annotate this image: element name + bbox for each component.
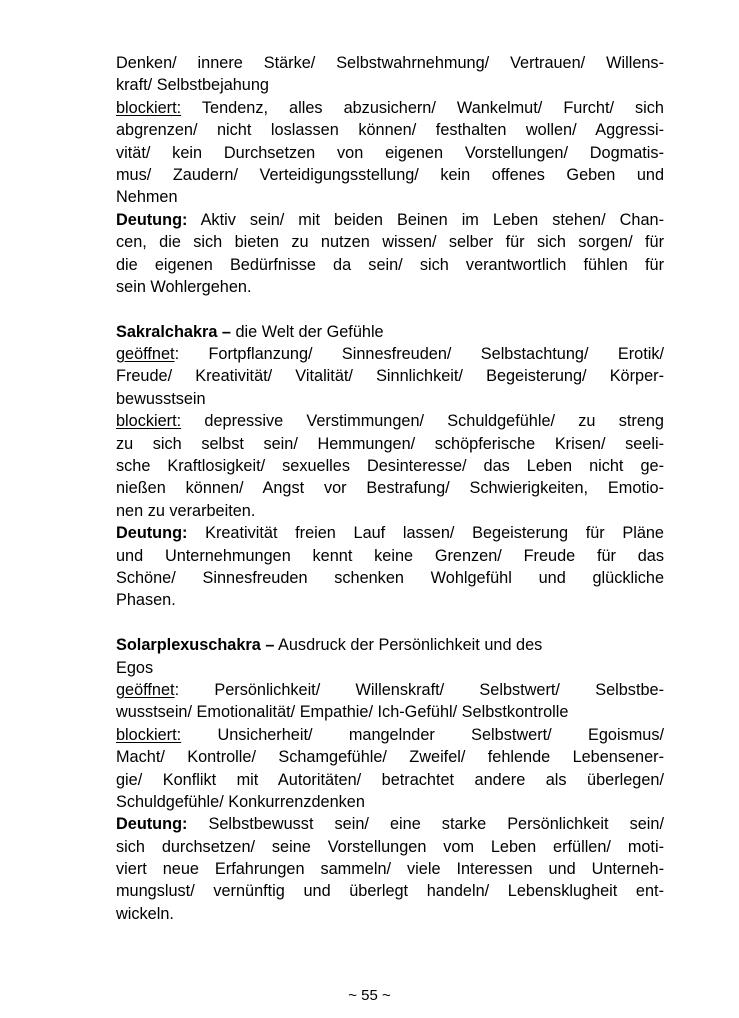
text-line [116,410,664,432]
text-line: Macht/ Kontrolle/ Schamgefühle/ Zweifel/ fehlende Lebensener- [116,748,664,767]
blockiert-label: blockiert: [116,412,182,431]
blockiert-label: blockiert: [116,98,182,117]
deutung-label: Deutung: [116,210,188,229]
text-line: zu sich selbst sein/ Hemmungen/ schöpferische Krisen/ seeli- [116,434,664,453]
text-line: bewusstsein [116,389,206,408]
deutung-label: Deutung: [116,815,188,834]
text-line [116,522,664,544]
text-line [116,209,664,231]
section-heading [116,634,664,656]
text-line: Phasen. [116,591,176,610]
section-subtitle: Ausdruck der Persönlichkeit und des [274,636,543,655]
text-line [116,97,664,119]
text-line: Schuldgefühle/ Konkurrenzdenken [116,792,365,811]
text-line: wickeln. [116,904,174,923]
section-title: Sakralchakra – [116,322,231,341]
text-line: cen, die sich bieten zu nutzen wissen/ selber für sich sorgen/ für [116,233,664,252]
text-line: Schöne/ Sinnesfreuden schenken Wohlgefühl und glückliche [116,568,664,587]
page-number: ~ 55 ~ [348,987,391,1004]
section-title: Solarplexuschakra – [116,636,275,655]
text-span: Unsicherheit/ mangelnder Selbstwert/ Egoismus/ [181,725,664,744]
text-span: : Fortpflanzung/ Sinnesfreuden/ Selbstachtung/ Erotik/ [174,345,664,364]
section-heading [116,321,664,343]
text-line: und Unternehmungen kennt keine Grenzen/ Freude für das [116,546,664,565]
text-line: kraft/ Selbstbejahung [116,76,269,95]
text-line: abgrenzen/ nicht loslassen können/ festhalten wollen/ Aggressi- [116,121,664,140]
text-line: sche Kraftlosigkeit/ sexuelles Desinteresse/ das Leben nicht ge- [116,457,664,476]
deutung-label: Deutung: [116,524,188,543]
section-subtitle-line: Egos [116,658,154,677]
paragraph-gap [116,298,664,320]
document-page [116,52,664,925]
text-line [116,813,664,835]
text-line: Freude/ Kreativität/ Vitalität/ Sinnlichkeit/ Begeisterung/ Körper- [116,367,664,386]
text-line: mungslust/ vernünftig und überlegt handeln/ Lebensklugheit ent- [116,882,664,901]
text-span: depressive Verstimmungen/ Schuldgefühle/ zu streng [181,412,664,431]
text-line: vität/ kein Durchsetzen von eigenen Vorstellungen/ Dogmatis- [116,143,664,162]
geoeffnet-label: geöffnet [116,680,175,699]
text-line [116,343,664,365]
text-line: nen zu verarbeiten. [116,501,256,520]
paragraph-gap [116,612,664,634]
text-line: viert neue Erfahrungen sammeln/ viele Interessen und Unterneh- [116,860,664,879]
text-line: gie/ Konflikt mit Autoritäten/ betrachtet andere als überlegen/ [116,770,664,789]
text-line: Nehmen [116,188,178,207]
text-line [116,724,664,746]
geoeffnet-label: geöffnet [116,345,175,364]
text-span: Kreativität freien Lauf lassen/ Begeisterung für Pläne [187,524,664,543]
text-line [116,679,664,701]
section-subtitle: die Welt der Gefühle [230,322,384,341]
blockiert-label: blockiert: [116,725,182,744]
text-line: mus/ Zaudern/ Verteidigungsstellung/ kein offenes Geben und [116,165,664,184]
text-line: sich durchsetzen/ seine Vorstellungen vom Leben erfüllen/ moti- [116,837,664,856]
text-span: Selbstbewusst sein/ eine starke Persönlichkeit sein/ [187,815,664,834]
text-line: die eigenen Bedürfnisse da sein/ sich verantwortlich fühlen für [116,255,664,274]
text-span: Aktiv sein/ mit beiden Beinen im Leben stehen/ Chan- [187,210,664,229]
text-line: wusstsein/ Emotionalität/ Empathie/ Ich-Gefühl/ Selbstkontrolle [116,703,569,722]
text-line: Denken/ innere Stärke/ Selbstwahrnehmung/ Vertrauen/ Willens- [116,54,664,72]
text-span: : Persönlichkeit/ Willenskraft/ Selbstwert/ Selbstbe- [174,680,664,699]
text-line: sein Wohlergehen. [116,277,252,296]
text-span: Tendenz, alles abzusichern/ Wankelmut/ Furcht/ sich [181,98,664,117]
text-line: nießen können/ Angst vor Bestrafung/ Schwierigkeiten, Emotio- [116,479,664,498]
